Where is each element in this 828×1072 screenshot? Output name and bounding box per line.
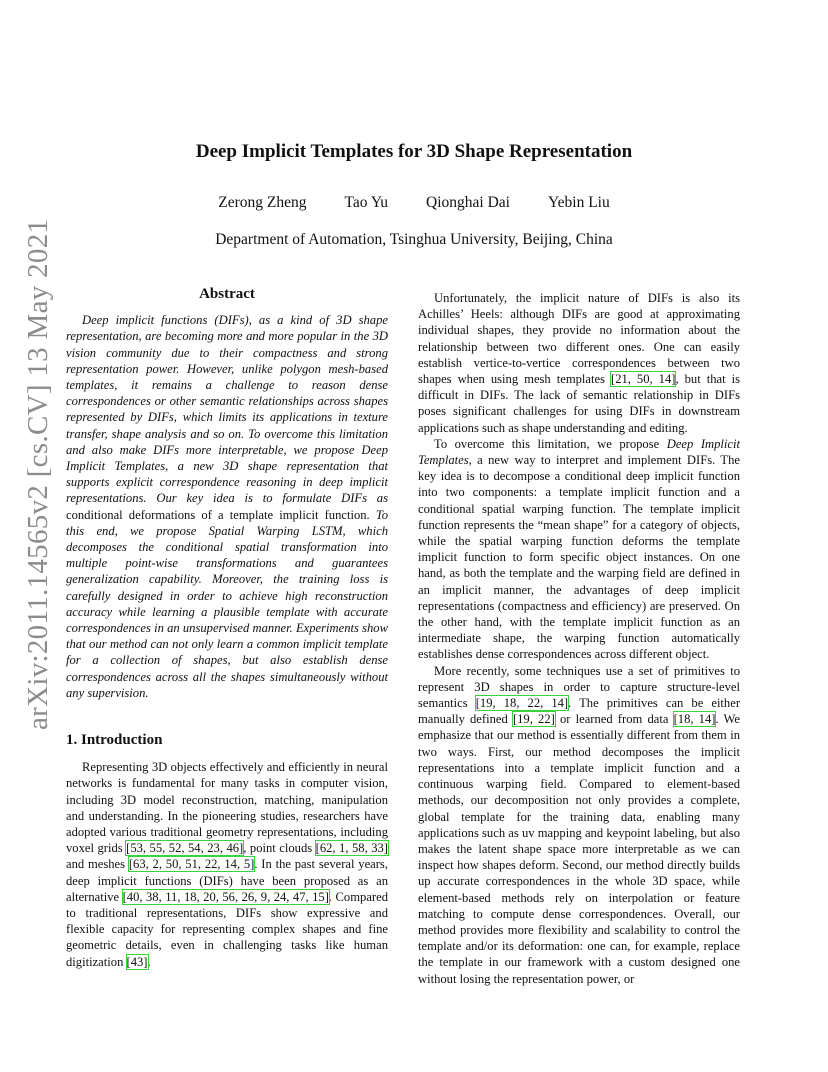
text-run: . We emphasize that our method is essentially different from them in two ways. First, our method decomposes the implicit representations into a template implicit function and a continuous warping field. Compared to element-based methods, our decomposition not only provides a complete, global template for the training data, enabling many applications such as uv mapping and keypoint labeling, but also makes the latent shape space more interpretable as we can inspect how shapes deform. Second, our method directly builds up accurate correspondences in the whole 3D space, while element-based methods rely on interpolation or feature matching to compute dense correspondences. Overall, our method provides more flexibility and scalability to control the template and/or its deformation: one can, for example, replace the template in our framework with a custom designed one without losing the representation power, or [418, 712, 740, 986]
introduction-paragraph [66, 759, 388, 970]
citation-link[interactable]: [19, 22] [512, 712, 555, 727]
citation-link[interactable]: [40, 38, 11, 18, 20, 56, 26, 9, 24, 47, 15] [122, 889, 329, 904]
text-run: Deep Implicit Templates [418, 436, 740, 468]
abstract-heading: Abstract [199, 286, 255, 302]
text-run: , point clouds [243, 841, 316, 856]
right-column [418, 290, 740, 987]
text-run: Unfortunately, the implicit nature of DIFs is also its Achilles’ Heels: although DIFs are good at approximating individual shapes, they provide no information about the relationship between two different ones. One can easily establish vertice-to-vertice correspondences between two shapes when using mesh templates [418, 291, 740, 387]
introduction-heading: 1. Introduction [66, 732, 163, 748]
text-run: More recently, some techniques use a set of primitives to represent 3D shapes in order to capture structure-level semantics [418, 663, 740, 711]
author-name: Qionghai Dai [426, 194, 510, 211]
text-run: . [147, 954, 151, 969]
text-run: Representing 3D objects effectively and efficiently in neural networks is fundamental for many tasks in computer vision, including 3D model reconstruction, matching, manipulation and understanding. In the pioneering studies, researchers have adopted various traditional geometry representations, including voxel grids [66, 760, 388, 856]
abstract-text [66, 312, 388, 701]
affiliation: Department of Automation, Tsinghua University, Beijing, China [215, 231, 613, 248]
abstract-text-part: conditional deformations of a template implicit function. [66, 507, 370, 522]
body-paragraph [418, 663, 740, 987]
paper-title: Deep Implicit Templates for 3D Shape Representation [195, 141, 633, 162]
introduction-section [66, 732, 388, 970]
author-list [0, 194, 828, 212]
text-run: . Compared to traditional representations, DIFs show expressive and flexible capacity for representing complex shapes and fine geometric details, even in challenging tasks like human digitization [66, 889, 388, 969]
abstract-text-part: Deep implicit functions (DIFs), as a kind of 3D shape representation, are becoming more and more popular in the 3D vision community due to their compactness and strong representation power. However, unlike polygon mesh-based templates, it remains a challenge to reason dense correspondences or other semantic relationships across shapes represented by DIFs, which limits its applications in texture transfer, shape analysis and so on. To overcome this limitation and also make DIFs more interpretable, we propose Deep Implicit Templates, a new 3D shape representation that supports explicit correspondence reasoning in deep implicit representations. Our key idea is to formulate DIFs as [66, 313, 388, 506]
author-name: Zerong Zheng [218, 194, 307, 211]
body-paragraph [418, 290, 740, 436]
text-run: and meshes [66, 857, 129, 872]
abstract-section [66, 286, 388, 701]
citation-link[interactable]: [21, 50, 14] [611, 372, 676, 387]
citation-link[interactable]: [18, 14] [673, 712, 716, 727]
citation-link[interactable]: [43] [126, 954, 148, 969]
text-run: . The primitives can be either manually defined [418, 696, 741, 727]
text-run: , but that is difficult in DIFs. The lack of semantic relationship in DIFs poses significant challenges for using DIFs in downstream applications such as shape understanding and editing. [418, 372, 740, 435]
text-run: , a new way to interpret and implement DIFs. The key idea is to decompose a conditional deep implicit function into two components: a template implicit function and a conditional spatial warping function. The template implicit function represents the “mean shape” for a category of objects, while the spatial warping function deforms the template implicit function to form specific object instances. On one hand, as both the template and the warping field are defined in an implicit manner, the advantages of deep implicit representations (compactness and efficiency) are preserved. On the other hand, with the template implicit function as an intermediate shape, the warping function automatically establishes dense correspondences across different object. [418, 453, 740, 662]
body-paragraph [418, 436, 740, 663]
author-name: Yebin Liu [548, 194, 610, 211]
abstract-text-part: To this end, we propose Spatial Warping LSTM, which decomposes the conditional spatial transformation into multiple point-wise transformations and guarantees generalization capability. Moreover, the training loss is carefully designed in order to achieve high reconstruction accuracy while learning a plausible template with accurate correspondences in an unsupervised manner. Experiments show that our method can not only learn a common implicit template for a collection of shapes, but also establish dense correspondences across all the shapes simultaneously without any supervision. [66, 507, 389, 700]
citation-link[interactable]: [53, 55, 52, 54, 23, 46] [126, 841, 244, 856]
citation-link[interactable]: [62, 1, 58, 33] [315, 841, 389, 856]
citation-link[interactable]: [19, 18, 22, 14] [475, 696, 569, 711]
author-name: Tao Yu [344, 194, 389, 211]
arxiv-identifier: arXiv:2011.14565v2 [cs.CV] 13 May 2021 [22, 218, 54, 730]
text-run: or learned from data [554, 712, 674, 727]
text-run: To overcome this limitation, we propose [434, 436, 667, 451]
citation-link[interactable]: [63, 2, 50, 51, 22, 14, 5] [128, 857, 255, 872]
text-run: . In the past several years, deep implicit functions (DIFs) have been proposed as an alternative [66, 857, 388, 904]
